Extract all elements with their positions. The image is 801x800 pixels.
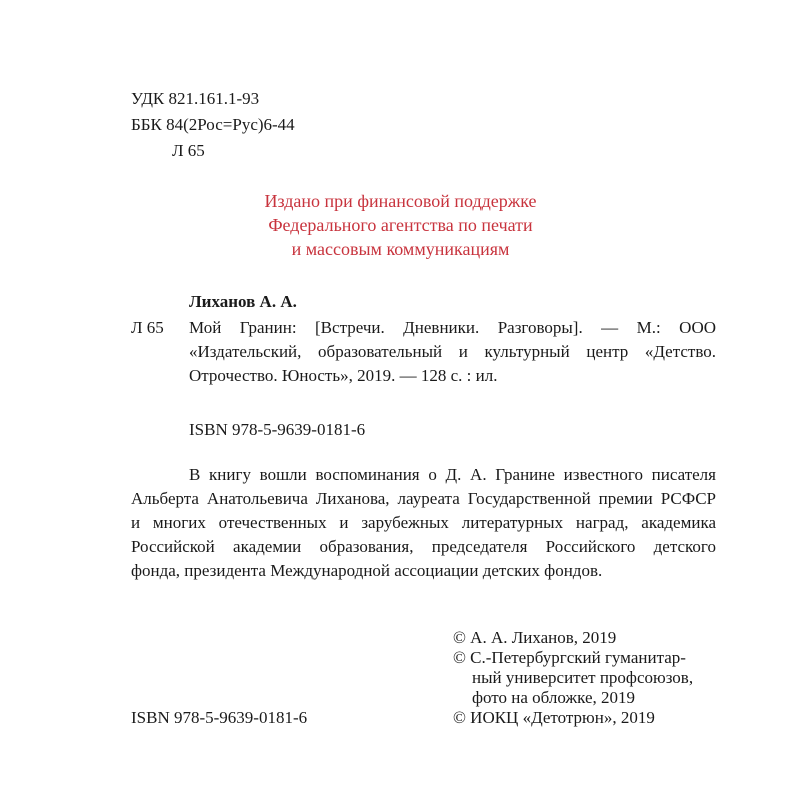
annotation-line-4: Российской академии образования, председателя Российского детского [131, 537, 716, 556]
annotation-line-2: Альберта Анатольевича Лиханова, лауреата Государственной премии РСФСР [131, 489, 716, 508]
annotation-line-5: фонда, президента Международной ассоциации детских фондов. [131, 561, 603, 580]
copyright-line-1: © А. А. Лиханов, 2019 [453, 628, 617, 647]
udk-code: УДК 821.161.1-93 [131, 89, 260, 108]
isbn-top: ISBN 978-5-9639-0181-6 [189, 420, 366, 439]
author-mark: Л 65 [172, 141, 205, 160]
copyright-line-4: фото на обложке, 2019 [472, 688, 636, 707]
support-notice-line-1: Издано при финансовой поддержке [264, 191, 537, 211]
support-notice-line-3: и массовым коммуникациям [291, 239, 510, 259]
bibliographic-line-3: Отрочество. Юность», 2019. — 128 с. : ил. [189, 366, 498, 385]
bibliographic-line-2-block [189, 341, 716, 363]
annotation-line-1: В книгу вошли воспоминания о Д. А. Гранине известного писателя [189, 465, 716, 484]
isbn-bottom: ISBN 978-5-9639-0181-6 [131, 708, 308, 727]
bibliographic-line-1-block [189, 317, 716, 339]
copyright-line-5: © ИОКЦ «Детотрюн», 2019 [453, 708, 655, 727]
copyright-line-3: ный университет профсоюзов, [472, 668, 694, 687]
copyright-line-2: © С.-Петербургский гуманитар- [453, 648, 686, 667]
bibliographic-line-2: «Издательский, образовательный и культурный центр «Детство. [189, 342, 716, 361]
bibliographic-author: Лиханов А. А. [189, 292, 297, 311]
bibliographic-author-mark: Л 65 [131, 318, 164, 337]
annotation-line-2-block [131, 488, 716, 510]
bbk-code: ББК 84(2Рос=Рус)6-44 [131, 115, 295, 134]
bibliographic-line-1: Мой Гранин: [Встречи. Дневники. Разговоры]. — М.: ООО [189, 318, 716, 337]
annotation-line-4-block [131, 536, 716, 558]
annotation-line-1-block [189, 464, 716, 486]
support-notice-line-2: Федерального агентства по печати [268, 215, 533, 235]
annotation-line-3-block [131, 512, 716, 534]
annotation-line-3: и многих отечественных и зарубежных литературных наград, академика [131, 513, 716, 532]
